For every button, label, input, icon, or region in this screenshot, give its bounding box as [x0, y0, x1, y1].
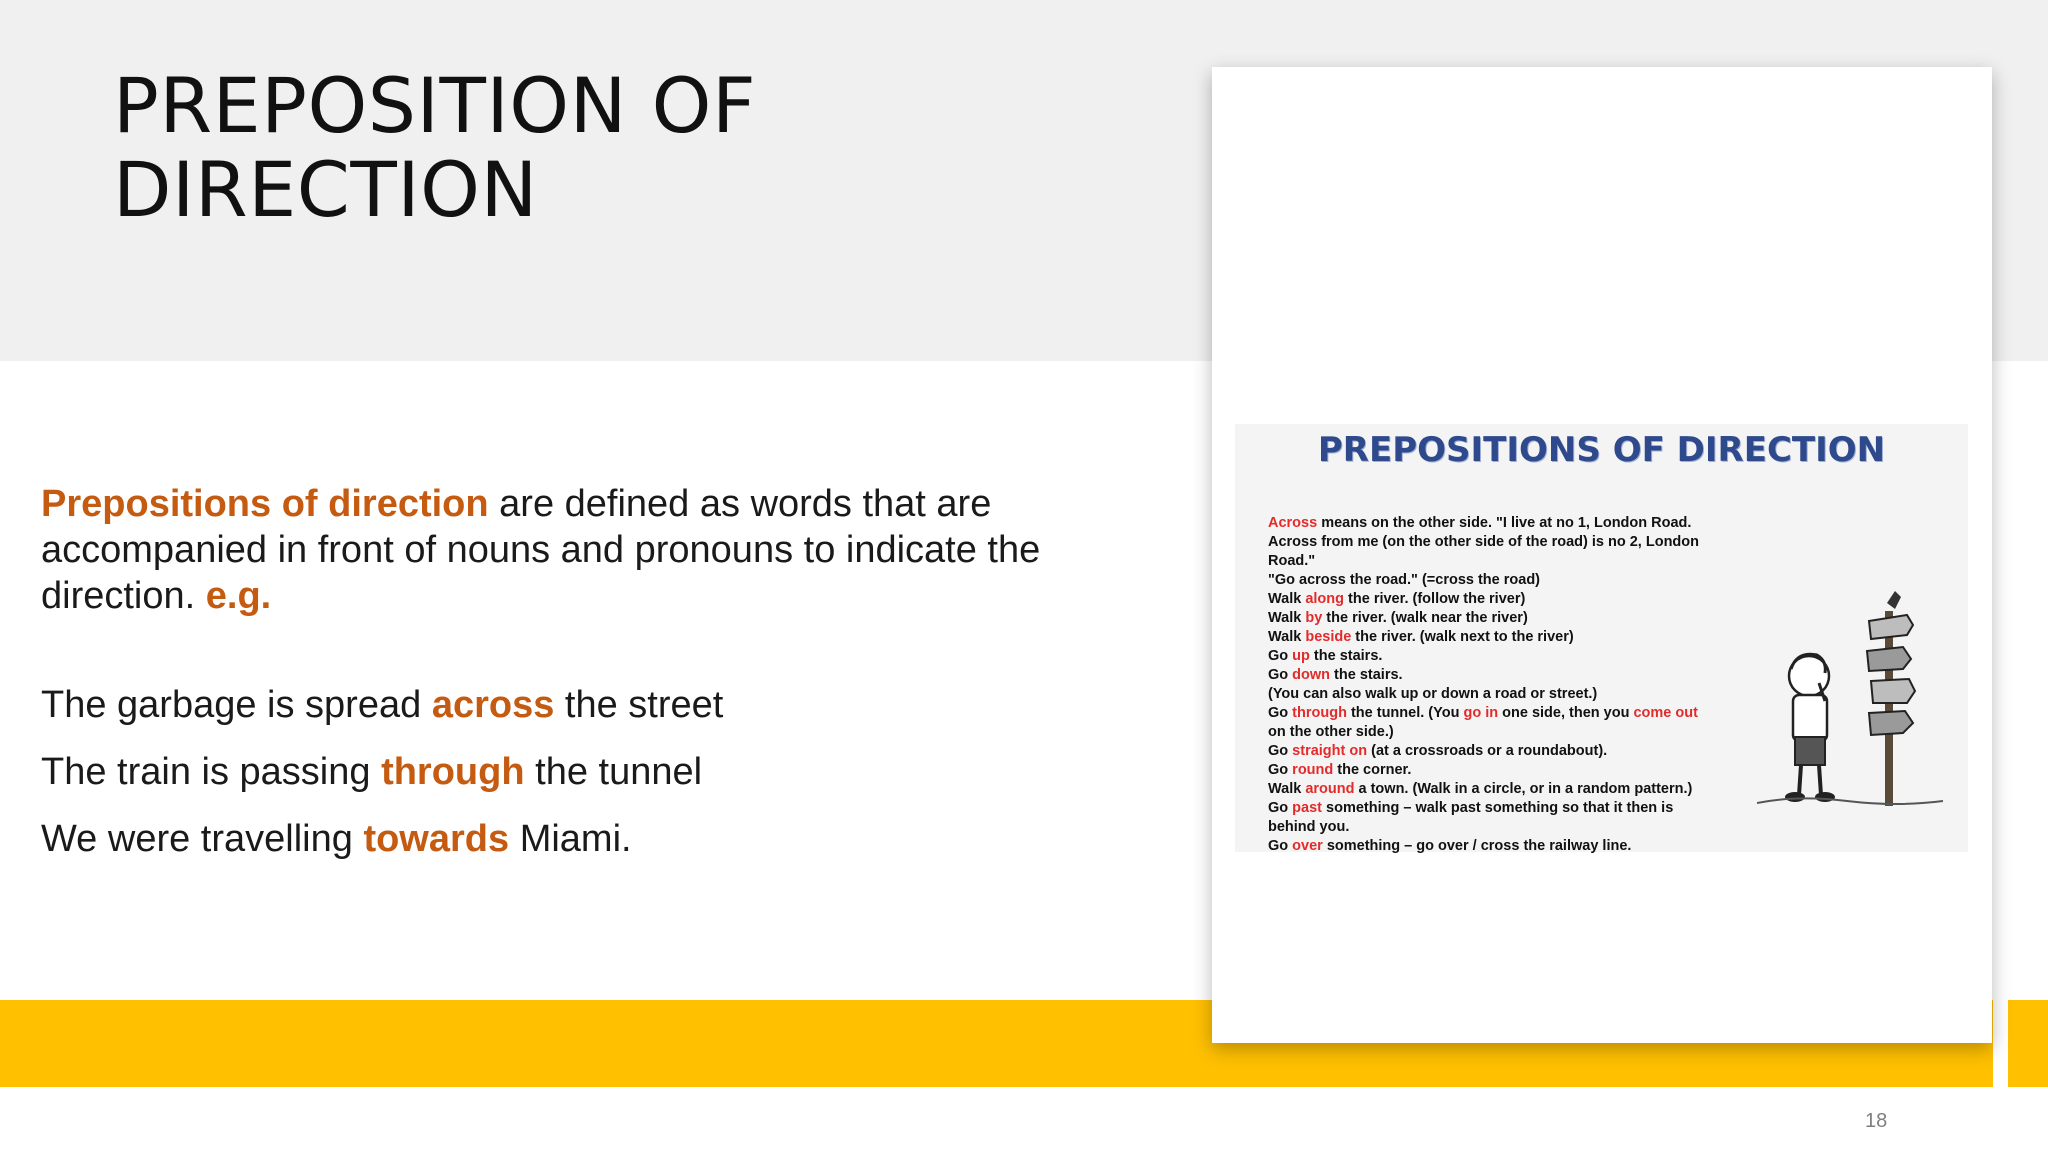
example-keyword: across [431, 684, 555, 726]
image-rule-line [1268, 514, 1768, 533]
image-rule-line [1268, 552, 1768, 571]
rule-keyword: past [1292, 800, 1322, 816]
image-rule-line [1268, 628, 1768, 647]
image-card [1212, 67, 1992, 1043]
rule-text: Walk [1268, 629, 1306, 645]
rule-text: "Go across the road." (=cross the road) [1268, 572, 1541, 588]
definition-text: are defined as words that are accompanied in front of nouns and pronouns to indicate the direction. [41, 483, 1041, 617]
example-keyword: towards [363, 818, 510, 860]
rule-text: the river. (walk near the river) [1322, 610, 1528, 626]
image-rule-line [1268, 723, 1768, 742]
example-text: the street [554, 684, 724, 726]
rule-text: the river. (follow the river) [1344, 591, 1526, 607]
image-rules-list [1268, 514, 1768, 856]
example-sentence-3 [41, 816, 632, 862]
definition-eg: e.g. [205, 575, 272, 617]
rule-text: something – go over / cross the railway line. [1322, 838, 1632, 854]
rule-text: Go [1268, 667, 1293, 683]
example-text: Miami. [509, 818, 632, 860]
example-sentence-2 [41, 749, 702, 795]
image-rule-line [1268, 666, 1768, 685]
rule-keyword: down [1292, 667, 1331, 683]
rule-keyword: by [1305, 610, 1323, 626]
image-rule-line [1268, 685, 1768, 704]
rule-keyword: along [1305, 591, 1345, 607]
image-rule-line [1268, 647, 1768, 666]
rule-text: Walk [1268, 610, 1306, 626]
rule-text: Go [1268, 762, 1293, 778]
rule-keyword: come out [1633, 705, 1698, 721]
definition-term: Prepositions of direction [41, 483, 489, 525]
image-rule-line [1268, 818, 1768, 837]
boy-signpost-illustration [1757, 581, 1943, 813]
rule-text: Road." [1268, 553, 1316, 569]
rule-text: on the other side.) [1268, 724, 1394, 740]
prepositions-image [1235, 424, 1968, 852]
rule-text: behind you. [1268, 819, 1350, 835]
image-rule-line [1268, 742, 1768, 761]
rule-keyword: over [1292, 838, 1323, 854]
title-line: PREPOSITION OF DIRECTION [113, 61, 757, 234]
rule-text: one side, then you [1498, 705, 1634, 721]
example-sentence-1 [41, 682, 723, 728]
rule-text: the river. (walk next to the river) [1351, 629, 1574, 645]
rule-keyword: around [1305, 781, 1355, 797]
rule-text: the stairs. [1330, 667, 1403, 683]
image-title: PREPOSITIONS OF DIRECTION [1317, 430, 1886, 470]
definition-paragraph [41, 481, 1141, 619]
image-rule-line [1268, 609, 1768, 628]
rule-text: means on the other side. "I live at no 1, London Road. [1317, 515, 1692, 531]
rule-text: Go [1268, 838, 1293, 854]
rule-text: Go [1268, 800, 1293, 816]
rule-text: Walk [1268, 591, 1306, 607]
rule-keyword: go in [1463, 705, 1499, 721]
rule-keyword: up [1292, 648, 1310, 664]
example-text: The train is passing [41, 751, 382, 793]
example-keyword: through [381, 751, 525, 793]
rule-text: Across from me (on the other side of the road) is no 2, London [1268, 534, 1699, 550]
example-text: the tunnel [524, 751, 703, 793]
example-text: We were travelling [41, 818, 364, 860]
image-rule-line [1268, 761, 1768, 780]
rule-keyword: straight on [1292, 743, 1368, 759]
image-rule-line [1268, 780, 1768, 799]
footer-accent-strip [2008, 1000, 2034, 1087]
image-rule-line [1268, 571, 1768, 590]
rule-keyword: Across [1268, 515, 1318, 531]
rule-text: the stairs. [1309, 648, 1383, 664]
rule-text: Go [1268, 648, 1293, 664]
slide-title [113, 61, 833, 234]
image-rule-line [1268, 533, 1768, 552]
image-rule-line [1268, 799, 1768, 818]
rule-keyword: round [1292, 762, 1334, 778]
rule-text: Walk [1268, 781, 1306, 797]
example-text: The garbage is spread [41, 684, 432, 726]
image-rule-line [1268, 590, 1768, 609]
rule-text: the tunnel. (You [1346, 705, 1464, 721]
rule-text: something – walk past something so that it then is [1322, 800, 1674, 816]
rule-text: Go [1268, 705, 1293, 721]
rule-text: (at a crossroads or a roundabout). [1367, 743, 1608, 759]
image-rule-line [1268, 704, 1768, 723]
image-rule-line [1268, 837, 1768, 856]
rule-text: (You can also walk up or down a road or street.) [1268, 686, 1598, 702]
rule-text: a town. (Walk in a circle, or in a random pattern.) [1354, 781, 1693, 797]
rule-keyword: through [1292, 705, 1347, 721]
rule-text: Go [1268, 743, 1293, 759]
page-number: 18 [1865, 1110, 1888, 1132]
band-gap [1993, 1000, 2008, 1087]
rule-keyword: beside [1305, 629, 1352, 645]
rule-text: the corner. [1333, 762, 1412, 778]
